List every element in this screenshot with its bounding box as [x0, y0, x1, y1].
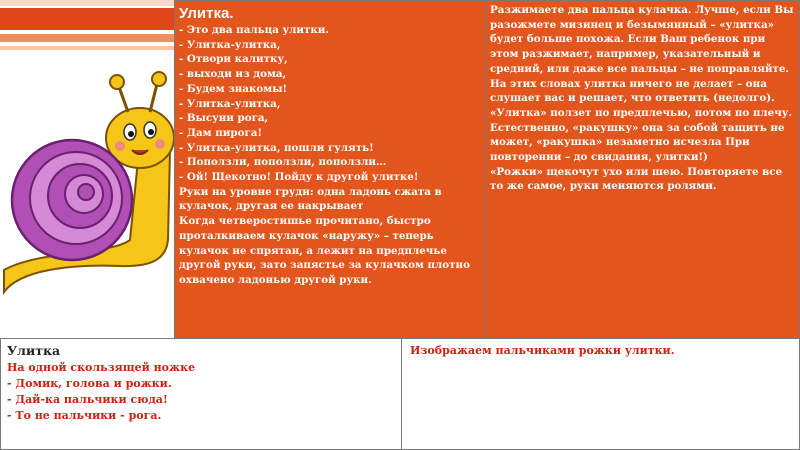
bottom-right-text: Изображаем пальчиками рожки улитки.: [410, 344, 675, 357]
right-card-text: Разжимаете два пальца кулачка. Лучше, если Вы разожмете мизинец и безымянный – «улитка» будет больше похожа. Если Ваш ребенок при этом разжимает, например, указательный и средний, или даже все пальцы – не поправляйте. На этих словах улитка ничего не делает – она слушает вас и решает, что ответить (недолго). «Улитка» ползет по предплечью, потом по плечу. Естественно, «ракушку» она за собой тащить не может, «ракушка» незаметно исчезла При повторении – до свидания, улитки!) «Рожки» щекочут ухо или шею. Повторяете все то же самое, руки меняются ролями.: [490, 4, 794, 193]
bottom-right-cell: [402, 339, 800, 450]
right-card: [486, 1, 800, 338]
bottom-left-cell: [1, 339, 402, 450]
left-card-text: - Это два пальца улитки. - Улитка-улитка, - Отвори калитку, - выходи из дома, - Будем знакомы! - Улитка-улитка, - Высуни рога, - Дам пирога! - Улитка-улитка, пошли гулять! - Поползли, поползли, поползли… - Ой! Щекотно! Пойду к другой улитке! Руки на уровне груди: одна ладонь сжата в кулачок, другая ее накрывает Когда четверостишье прочитано, быстро проталкиваем кулачок «наружу» – теперь кулачок не спрятан, а лежит на предплечье другой руки, зато запястье за кулачком плотно охвачено ладонью другой руки.: [179, 24, 470, 286]
decor-stripe: [0, 46, 175, 50]
bottom-left-text: На одной скользящей ножке - Домик, голова и рожки. - Дай-ка пальчики сюда! - То не пальчики - рога.: [7, 361, 196, 422]
decor-stripe: [0, 34, 175, 42]
bottom-table: [0, 338, 800, 450]
left-card: [175, 1, 486, 338]
bottom-left-title: Улитка: [7, 343, 61, 358]
decor-stripe: [0, 8, 175, 30]
left-card-title: Улитка.: [179, 5, 234, 22]
decor-stripe: [0, 0, 175, 6]
top-table: [174, 0, 800, 338]
snail-illustration: [0, 70, 176, 300]
